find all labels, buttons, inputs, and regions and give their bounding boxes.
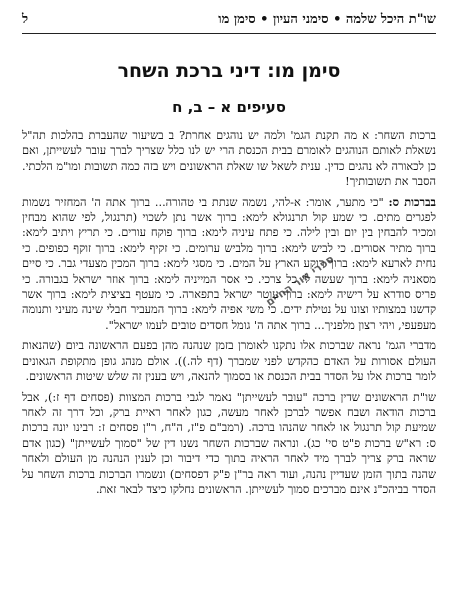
paragraph-question: ברכות השחר: א מה תקנת הגמ' ולמה יש נוהגים אחרת? ב בשיעור שהעברת בהלכות תה"ל נשאלת לאותם הנוהגים לאומרם בבית הכנסת הרי יש לנו כלל שצריך לברך עובר לעשייתן, ואם כן לכאורה לא נהגים כדין. ענית לשאל שו שאלת הראשונים ויש בזה כמה תשובות ומו"מ הלכתי. הסבר את תשובותיך!: [22, 129, 436, 189]
paragraph-gemara: [22, 195, 436, 334]
paragraph-rishonim: שו"ת הראשונים שדין ברכה "עובר לעשייתן" נאמר לגבי ברכות המצוות (פסחים דף ז:), אבל ברכות הודאה ושבח אפשר לברכן לאחר מעשה, כגון לאחר ראיית ברק, וכל דרך זה לאחר שמיעת קול תרנגול או לאחר שהנהו ברכה. (רמב"ם פ"ז, ה"ח, ר"ן פסחים ז: רבינו יונה ברכות ס: רא"ש ברכות פ"ט סי' כג). ונראה שברכות השחר נשנו דין של "סמוך לעשייתן" (כגון אדם שראה ברק צריך לברך מיד לאחר הראיה בתוך כדי דיבור וכן לענין הנהנה מן העולם ולאחר שהנה בתוך הזמן שעדיין נהנה, ועוד ראה בר"ן פ"ק דפסחים) ונשמרו הברכות ברכות השחר על הסדר בביהכ"נ אינם מברכים סמוך לעשייתן. הראשונים נחלקו כיצד לבאר זאת.: [22, 390, 436, 496]
running-header: [22, 8, 436, 34]
gemara-quote: "כי מתער, אומר: א-להי, נשמה שנתת בי טהורה... ברוך אתה ה' המחזיר נשמות לפגרים מתים. כי שמע קול תרנגולא לימא: ברוך אשר נתן לשכוי (תרנגול, לפי שהוא מבחין ומכיר להבחין בין יום ובין לילה. כי פתח עיניה לימא: ברוך פוקח עורים. כי תריץ ויתיב לימא: ברוך מתיר אסורים. כי לביש לימא: ברוך מלביש ערומים. כי זקיף לימא: ברוך זוקף כפופים. כי נחית לארעא לימא: ברוך רוקע הארץ על המים. כי מסגי לימא: ברוך המכין מצעדי גבר. כי סיים מסאניה לימא: ברוך שעשה לי כל צרכי. כי אסר המייניה לימא: ברוך אוזר ישראל בגבורה. כי פריס סודרא על רישיה לימא: ברוך עוטר ישראל בתפארה. כי מעטף בציצית לימא: ברוך אשר קדשנו במצותיו וצונו על נטילת ידים. כי משי אפיה לימא: ברוך המעביר חבלי שינה מעיני ותנומה מעפעפי, ויהי רצון מלפניך... ברוך אתה ה' גומל חסדים טובים לעמו ישראל".: [22, 195, 436, 332]
section-subtitle: סעיפים א – ב, ח: [172, 98, 286, 116]
running-title: שו"ת היכל שלמה • סימני העיון • סימן מו: [218, 12, 436, 27]
paragraph-analysis: מדברי הגמ' נראה שברכות אלו נתקנו לאומרן בזמן שנהנה מהן בפעם הראשונה ביום (שהנאות העולם אסורות על האדם כהקדש לפני שמברך (דף לה.)). אולם מנהג גופן מתקופת הגאונים לומר ברכות אלו על הסדר בבית הכנסת או בסמוך להנאה, ויש בענין זה שלש שיטות הראשונים.: [22, 339, 436, 384]
siman-title: סימן מו: דיני ברכת השחר: [117, 60, 341, 82]
body-text: [22, 128, 436, 502]
gemara-source-label: בברכות ס:: [388, 194, 436, 209]
page-number: ל: [22, 12, 29, 27]
library-stamp: ספרי אור החיים: [263, 252, 337, 309]
